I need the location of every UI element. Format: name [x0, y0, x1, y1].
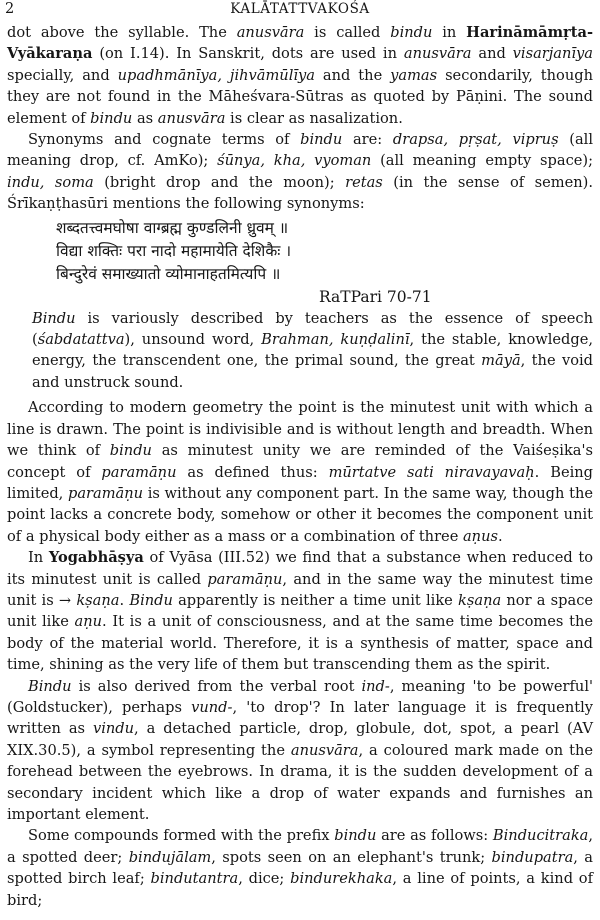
quote-line: बिन्दुरेवं समाख्यातो व्योमानाहतमित्यपि ॥ — [56, 264, 281, 283]
running-title: KALĀTATTVAKOŚA — [230, 1, 370, 17]
paragraph-3: According to modern geometry the point is the minutest unit with which a line is drawn. The point is indivisible and is without length and breadth. When we think of bindu as minutest unity we are reminded of the Vaiśeṣika's concept of paramāṇu as defined thus: mūrtatve sati niravayavaḥ. Being limited, paramāṇu is without any component part. In the same way, though the point lacks a concrete body, somehow or other it becomes the component unit of a physical body either as a mass or a combination of three aṇus. — [7, 399, 593, 545]
quote-source: RaTPari 70-71 — [319, 287, 432, 306]
paragraph-2: Synonyms and cognate terms of bindu are: drapsa, pṛṣat, vipruṣ (all meaning drop, cf. AmKo); śūnya, kha, vyoman (all meaning empty space); indu, soma (bright drop and the moon); retas (in the sense of semen). Śrīkaṇṭhasūri mentions the following synonyms: — [7, 131, 593, 213]
quote-translation: Bindu is variously described by teachers as the essence of speech (śabdatattva), unsound word, Brahman, kuṇḍalinī, the stable, knowledge, energy, the transcendent one, the primal sound, the great māyā, the void and unstruck sound. — [32, 309, 593, 391]
page-body — [7, 22, 593, 911]
running-header — [5, 1, 595, 21]
paragraph-5: Bindu is also derived from the verbal root ind-, meaning 'to be powerful' (Goldstucker), perhaps vund-, 'to drop'? In later language it is frequently written as vindu, a detached particle, drop, globule, dot, spot, a pearl (AV XIX.30.5), a symbol representing the anusvāra, a coloured mark made on the forehead between the eyebrows. In drama, it is the sudden development of a secondary incident which like a drop of water expands and furnishes an important element. — [7, 677, 594, 823]
quote-line: शब्दतत्त्वमघोषा वाग्ब्रह्म कुण्डलिनी ध्रुवम् ॥ — [56, 218, 289, 237]
paragraph-4: In Yogabhāṣya of Vyāsa (III.52) we find that a substance when reduced to its minutest unit is called paramāṇu, and in the same way the minutest time unit is → kṣaṇa. Bindu apparently is neither a time unit like kṣaṇa nor a space unit like aṇu. It is a unit of consciousness, and at the same time becomes the body of the material world. Therefore, it is a synthesis of matter, space and time, shining as the very life of them but transcending them as the spirit. — [7, 549, 594, 674]
paragraph-1: dot above the syllable. The anusvāra is called bindu in Harināmāmṛta-Vyākaraṇa (on I.14). In Sanskrit, dots are used in anusvāra and visarjanīya specially, and upadhmānīya, jihvāmūlīya and the yamas secondarily, though they are not found in the Māheśvara-Sūtras as quoted by Pāṇini. The sound element of bindu as anusvāra is clear as nasalization. — [7, 24, 593, 127]
page-number: 2 — [5, 1, 15, 17]
quote-line: विद्या शक्तिः परा नादो महामायेति देशिकैः । — [56, 241, 292, 260]
sanskrit-quote — [56, 217, 593, 286]
paragraph-6: Some compounds formed with the prefix bindu are as follows: Binducitraka, a spotted deer; bindujālam, spots seen on an elephant's trunk; bindupatra, a spotted birch leaf; bindutantra, dice; bindurekhaka, a line of points, a kind of bird; — [7, 827, 594, 909]
